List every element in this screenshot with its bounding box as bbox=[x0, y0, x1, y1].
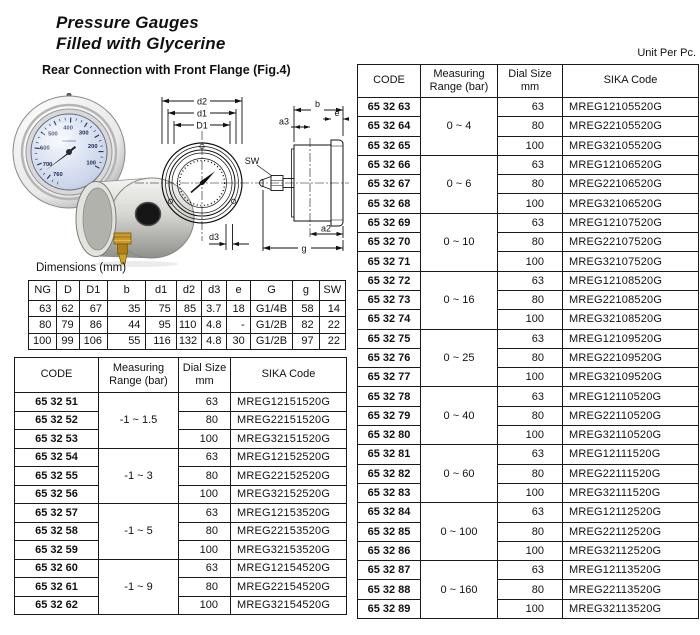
code-row bbox=[358, 310, 699, 329]
dim-label-b: b bbox=[314, 99, 321, 109]
sika-code-cell: MREG32111520G bbox=[563, 483, 699, 502]
sika-code-cell: MREG32107520G bbox=[563, 252, 699, 271]
dial-size-cell: 80 bbox=[498, 464, 563, 483]
dims-cell: 4.8 bbox=[202, 333, 227, 349]
dial-size-cell: 80 bbox=[498, 522, 563, 541]
code-row bbox=[358, 483, 699, 502]
code-row bbox=[15, 485, 347, 504]
dims-col-header: g bbox=[293, 281, 319, 301]
sika-code-cell: MREG22153520G bbox=[231, 522, 347, 541]
range-cell: -1 ~ 5 bbox=[99, 504, 179, 560]
dims-cell: 18 bbox=[227, 301, 250, 317]
code-row bbox=[15, 411, 347, 430]
dims-col-header: e bbox=[227, 281, 250, 301]
dims-cell: 3.7 bbox=[202, 301, 227, 317]
code-row bbox=[358, 522, 699, 541]
dims-cell: 14 bbox=[319, 301, 345, 317]
code-row bbox=[358, 348, 699, 367]
dial-size-cell: 63 bbox=[179, 448, 231, 467]
range-cell: -1 ~ 9 bbox=[99, 559, 179, 615]
dims-row bbox=[29, 333, 346, 349]
dial-size-cell: 63 bbox=[498, 155, 563, 174]
code-cell: 65 32 54 bbox=[15, 448, 99, 467]
brass-thread bbox=[118, 244, 128, 254]
page-title bbox=[56, 12, 226, 54]
dial-size-cell: 100 bbox=[498, 136, 563, 155]
dims-col-header: d1 bbox=[146, 281, 176, 301]
code-row bbox=[358, 426, 699, 445]
code-cell: 65 32 64 bbox=[358, 117, 421, 136]
dial-size-cell: 100 bbox=[179, 596, 231, 615]
code-cell: 65 32 83 bbox=[358, 483, 421, 502]
code-row bbox=[358, 252, 699, 271]
dims-cell: 4.8 bbox=[202, 317, 227, 333]
code-row bbox=[358, 175, 699, 194]
dimension-diagram bbox=[133, 86, 351, 264]
header-line: Range (bar) bbox=[109, 375, 168, 387]
col-header-sika: SIKA Code bbox=[231, 358, 347, 393]
dims-cell: 35 bbox=[107, 301, 145, 317]
code-cell: 65 32 74 bbox=[358, 310, 421, 329]
code-cell: 65 32 60 bbox=[15, 559, 99, 578]
dimensions-table bbox=[28, 280, 346, 350]
dial-size-cell: 63 bbox=[179, 393, 231, 412]
dims-cell: 85 bbox=[176, 301, 201, 317]
range-cell: 0 ~ 40 bbox=[421, 387, 498, 445]
dims-cell: 75 bbox=[146, 301, 176, 317]
dims-cell: G1/2B bbox=[250, 333, 293, 349]
col-header-dial bbox=[179, 358, 231, 393]
sika-code-cell: MREG12105520G bbox=[563, 98, 699, 117]
dim-label-a2: a2 bbox=[320, 223, 332, 234]
code-row bbox=[15, 448, 347, 467]
code-row bbox=[358, 503, 699, 522]
dims-cell: 44 bbox=[107, 317, 145, 333]
sika-code-cell: MREG22105520G bbox=[563, 117, 699, 136]
dim-label-d2: d2 bbox=[196, 96, 208, 107]
dial-number: 700 bbox=[42, 161, 53, 168]
dial-number: 100 bbox=[86, 160, 97, 167]
dial-size-cell: 63 bbox=[179, 504, 231, 523]
code-row bbox=[358, 329, 699, 348]
dial-size-cell: 100 bbox=[179, 541, 231, 560]
dial-size-cell: 63 bbox=[498, 329, 563, 348]
code-row bbox=[15, 578, 347, 597]
dial-size-cell: 100 bbox=[498, 252, 563, 271]
code-cell: 65 32 80 bbox=[358, 426, 421, 445]
sika-code-cell: MREG12153520G bbox=[231, 504, 347, 523]
code-cell: 65 32 70 bbox=[358, 233, 421, 252]
code-row bbox=[358, 406, 699, 425]
title-line-1: Pressure Gauges bbox=[56, 13, 199, 32]
dial-size-cell: 100 bbox=[498, 426, 563, 445]
code-row bbox=[358, 136, 699, 155]
sika-code-cell: MREG22111520G bbox=[563, 464, 699, 483]
dial-size-cell: 63 bbox=[498, 561, 563, 580]
dims-cell: 22 bbox=[319, 317, 345, 333]
dial-number: 200 bbox=[87, 144, 98, 151]
code-cell: 65 32 82 bbox=[358, 464, 421, 483]
range-cell: 0 ~ 60 bbox=[421, 445, 498, 503]
code-row bbox=[15, 541, 347, 560]
code-cell: 65 32 71 bbox=[358, 252, 421, 271]
dims-col-header: D1 bbox=[79, 281, 107, 301]
code-row bbox=[358, 445, 699, 464]
dial-number: 600 bbox=[40, 145, 50, 152]
code-cell: 65 32 76 bbox=[358, 348, 421, 367]
title-line-2: Filled with Glycerine bbox=[56, 34, 226, 53]
dims-cell: 132 bbox=[176, 333, 201, 349]
dial-size-cell: 80 bbox=[179, 578, 231, 597]
range-cell: 0 ~ 10 bbox=[421, 213, 498, 271]
code-row bbox=[358, 580, 699, 599]
dims-col-header: D bbox=[57, 281, 79, 301]
dims-cell: 106 bbox=[79, 333, 107, 349]
sika-code-cell: MREG12154520G bbox=[231, 559, 347, 578]
code-cell: 65 32 73 bbox=[358, 290, 421, 309]
code-row bbox=[358, 271, 699, 290]
header-row bbox=[358, 65, 699, 98]
sika-code-cell: MREG22152520G bbox=[231, 467, 347, 486]
dim-label-D1: D1 bbox=[196, 120, 208, 131]
dial-size-cell: 80 bbox=[179, 522, 231, 541]
code-row bbox=[15, 596, 347, 615]
sw-leader-line bbox=[257, 165, 272, 176]
range-cell: -1 ~ 1.5 bbox=[99, 393, 179, 449]
needle-hub bbox=[66, 149, 72, 155]
code-cell: 65 32 59 bbox=[15, 541, 99, 560]
col-header-dial bbox=[498, 65, 563, 98]
header-line: Dial Size bbox=[508, 67, 552, 80]
sika-code-cell: MREG12151520G bbox=[231, 393, 347, 412]
code-cell: 65 32 68 bbox=[358, 194, 421, 213]
code-table-vacuum-ranges bbox=[14, 357, 347, 615]
code-row bbox=[358, 599, 699, 618]
sika-code-cell: MREG22151520G bbox=[231, 411, 347, 430]
dim-label-e: e bbox=[334, 108, 340, 118]
sika-code-cell: MREG22107520G bbox=[563, 233, 699, 252]
section-subtitle: Rear Connection with Front Flange (Fig.4) bbox=[42, 63, 291, 77]
col-header-code: CODE bbox=[15, 358, 99, 393]
dims-cell: 97 bbox=[293, 333, 319, 349]
dial-number: 400 bbox=[63, 125, 73, 132]
dims-cell: 100 bbox=[29, 333, 57, 349]
dial-size-cell: 80 bbox=[498, 406, 563, 425]
code-cell: 65 32 79 bbox=[358, 406, 421, 425]
code-cell: 65 32 72 bbox=[358, 271, 421, 290]
dim-label-d1: d1 bbox=[196, 108, 208, 119]
dial-size-cell: 80 bbox=[498, 348, 563, 367]
code-row bbox=[15, 504, 347, 523]
range-cell: -1 ~ 3 bbox=[99, 448, 179, 504]
code-cell: 65 32 53 bbox=[15, 430, 99, 449]
dims-cell: G1/2B bbox=[250, 317, 293, 333]
sika-code-cell: MREG12110520G bbox=[563, 387, 699, 406]
sika-code-cell: MREG32151520G bbox=[231, 430, 347, 449]
dims-cell: 79 bbox=[57, 317, 79, 333]
range-cell: 0 ~ 6 bbox=[421, 155, 498, 213]
header-row bbox=[15, 358, 347, 393]
sika-code-cell: MREG22109520G bbox=[563, 348, 699, 367]
col-header-sika: SIKA Code bbox=[563, 65, 699, 98]
dims-col-header: SW bbox=[319, 281, 345, 301]
dims-cell: G1/4B bbox=[250, 301, 293, 317]
dims-cell: - bbox=[227, 317, 250, 333]
code-row bbox=[15, 559, 347, 578]
code-cell: 65 32 88 bbox=[358, 580, 421, 599]
sika-code-cell: MREG32153520G bbox=[231, 541, 347, 560]
dims-cell: 80 bbox=[29, 317, 57, 333]
dims-cell: 99 bbox=[57, 333, 79, 349]
header-line: mm bbox=[520, 81, 540, 93]
dial-size-cell: 100 bbox=[498, 541, 563, 560]
code-row bbox=[358, 98, 699, 117]
range-cell: 0 ~ 4 bbox=[421, 98, 498, 156]
dial-size-cell: 63 bbox=[498, 445, 563, 464]
code-row bbox=[358, 117, 699, 136]
dims-col-header: G bbox=[250, 281, 293, 301]
code-cell: 65 32 65 bbox=[358, 136, 421, 155]
dims-cell: 58 bbox=[293, 301, 319, 317]
dim-label-a3: a3 bbox=[278, 116, 290, 127]
sika-code-cell: MREG22112520G bbox=[563, 522, 699, 541]
dial-size-cell: 63 bbox=[498, 271, 563, 290]
sika-code-cell: MREG32112520G bbox=[563, 541, 699, 560]
dims-cell: 86 bbox=[79, 317, 107, 333]
range-cell: 0 ~ 25 bbox=[421, 329, 498, 387]
code-cell: 65 32 67 bbox=[358, 175, 421, 194]
dimensions-header-row bbox=[29, 281, 346, 301]
dims-cell: 95 bbox=[146, 317, 176, 333]
dial-size-cell: 80 bbox=[179, 411, 231, 430]
code-cell: 65 32 55 bbox=[15, 467, 99, 486]
range-cell: 0 ~ 160 bbox=[421, 561, 498, 619]
header-line: Dial Size bbox=[182, 361, 227, 374]
code-row bbox=[358, 387, 699, 406]
dial-size-cell: 100 bbox=[498, 483, 563, 502]
dial-size-cell: 63 bbox=[179, 559, 231, 578]
brass-hex-nut bbox=[114, 233, 131, 244]
code-cell: 65 32 52 bbox=[15, 411, 99, 430]
code-row bbox=[358, 233, 699, 252]
code-row bbox=[358, 368, 699, 387]
sika-code-cell: MREG32106520G bbox=[563, 194, 699, 213]
sika-code-cell: MREG32154520G bbox=[231, 596, 347, 615]
dial-size-cell: 80 bbox=[498, 117, 563, 136]
sika-code-cell: MREG22154520G bbox=[231, 578, 347, 597]
sika-code-cell: MREG12107520G bbox=[563, 213, 699, 232]
code-row bbox=[15, 522, 347, 541]
range-cell: 0 ~ 100 bbox=[421, 503, 498, 561]
code-cell: 65 32 86 bbox=[358, 541, 421, 560]
code-cell: 65 32 66 bbox=[358, 155, 421, 174]
dial-size-cell: 63 bbox=[498, 213, 563, 232]
code-cell: 65 32 57 bbox=[15, 504, 99, 523]
code-cell: 65 32 61 bbox=[15, 578, 99, 597]
code-cell: 65 32 56 bbox=[15, 485, 99, 504]
sika-code-cell: MREG22113520G bbox=[563, 580, 699, 599]
col-header-range bbox=[421, 65, 498, 98]
dims-cell: 116 bbox=[146, 333, 176, 349]
sika-code-cell: MREG32110520G bbox=[563, 426, 699, 445]
dial-size-cell: 100 bbox=[179, 485, 231, 504]
dial-size-cell: 100 bbox=[498, 599, 563, 618]
sika-code-cell: MREG32152520G bbox=[231, 485, 347, 504]
dim-label-sw: SW bbox=[244, 156, 260, 166]
dial-size-cell: 80 bbox=[179, 467, 231, 486]
sika-code-cell: MREG12152520G bbox=[231, 448, 347, 467]
sika-code-cell: MREG12109520G bbox=[563, 329, 699, 348]
dims-cell: 55 bbox=[107, 333, 145, 349]
col-header-range bbox=[99, 358, 179, 393]
code-row bbox=[358, 464, 699, 483]
header-line: Measuring bbox=[433, 67, 485, 80]
code-cell: 65 32 89 bbox=[358, 599, 421, 618]
sika-code-cell: MREG32105520G bbox=[563, 136, 699, 155]
dims-cell: 22 bbox=[319, 333, 345, 349]
code-row bbox=[358, 194, 699, 213]
code-cell: 65 32 62 bbox=[15, 596, 99, 615]
code-row bbox=[358, 541, 699, 560]
dial-size-cell: 63 bbox=[498, 98, 563, 117]
code-cell: 65 32 85 bbox=[358, 522, 421, 541]
code-cell: 65 32 58 bbox=[15, 522, 99, 541]
sika-code-cell: MREG22106520G bbox=[563, 175, 699, 194]
code-row bbox=[358, 155, 699, 174]
sika-code-cell: MREG32109520G bbox=[563, 368, 699, 387]
sika-code-cell: MREG12113520G bbox=[563, 561, 699, 580]
sika-code-cell: MREG32108520G bbox=[563, 310, 699, 329]
dial-number: 500 bbox=[48, 131, 58, 138]
sika-code-cell: MREG22108520G bbox=[563, 290, 699, 309]
code-cell: 65 32 87 bbox=[358, 561, 421, 580]
dial-size-cell: 100 bbox=[498, 310, 563, 329]
dial-size-cell: 80 bbox=[498, 233, 563, 252]
dial-size-cell: 100 bbox=[498, 194, 563, 213]
dims-cell: 62 bbox=[57, 301, 79, 317]
dim-label-g: g bbox=[301, 243, 307, 254]
code-row bbox=[358, 561, 699, 580]
dial-number: 300 bbox=[78, 130, 89, 137]
dial-number: 760 bbox=[53, 171, 63, 178]
code-cell: 65 32 69 bbox=[358, 213, 421, 232]
range-cell: 0 ~ 16 bbox=[421, 271, 498, 329]
code-cell: 65 32 51 bbox=[15, 393, 99, 412]
sika-code-cell: MREG32113520G bbox=[563, 599, 699, 618]
code-cell: 65 32 84 bbox=[358, 503, 421, 522]
dial-size-cell: 80 bbox=[498, 580, 563, 599]
dial-size-cell: 63 bbox=[498, 503, 563, 522]
dims-row bbox=[29, 301, 346, 317]
code-table-pressure-ranges bbox=[357, 64, 699, 619]
dims-col-header: d3 bbox=[202, 281, 227, 301]
front-rim-inner bbox=[83, 188, 112, 250]
dial-size-cell: 100 bbox=[498, 368, 563, 387]
dims-cell: 82 bbox=[293, 317, 319, 333]
dial-size-cell: 80 bbox=[498, 175, 563, 194]
header-line: Measuring bbox=[112, 361, 165, 374]
code-row bbox=[15, 467, 347, 486]
sika-code-cell: MREG12111520G bbox=[563, 445, 699, 464]
col-header-code: CODE bbox=[358, 65, 421, 98]
dims-col-header: NG bbox=[29, 281, 57, 301]
sika-code-cell: MREG12106520G bbox=[563, 155, 699, 174]
code-cell: 65 32 78 bbox=[358, 387, 421, 406]
code-row bbox=[358, 290, 699, 309]
header-line: mm bbox=[195, 375, 214, 387]
dims-col-header: b bbox=[107, 281, 145, 301]
sika-code-cell: MREG12112520G bbox=[563, 503, 699, 522]
code-row bbox=[15, 430, 347, 449]
dims-cell: 67 bbox=[79, 301, 107, 317]
dim-label-d3: d3 bbox=[208, 232, 220, 242]
unit-per-pc-note: Unit Per Pc. bbox=[637, 47, 696, 59]
sika-code-cell: MREG22110520G bbox=[563, 406, 699, 425]
dims-cell: 63 bbox=[29, 301, 57, 317]
code-row bbox=[15, 393, 347, 412]
dial-size-cell: 100 bbox=[179, 430, 231, 449]
code-cell: 65 32 81 bbox=[358, 445, 421, 464]
code-row bbox=[358, 213, 699, 232]
code-cell: 65 32 75 bbox=[358, 329, 421, 348]
code-cell: 65 32 77 bbox=[358, 368, 421, 387]
header-line: Range (bar) bbox=[429, 81, 489, 93]
dial-size-cell: 80 bbox=[498, 290, 563, 309]
dims-cell: 110 bbox=[176, 317, 201, 333]
dims-col-header: d2 bbox=[176, 281, 201, 301]
code-cell: 65 32 63 bbox=[358, 98, 421, 117]
sika-code-cell: MREG12108520G bbox=[563, 271, 699, 290]
dims-row bbox=[29, 317, 346, 333]
dimensions-caption: Dimensions (mm) bbox=[36, 262, 127, 274]
dial-size-cell: 63 bbox=[498, 387, 563, 406]
dims-cell: 30 bbox=[227, 333, 250, 349]
